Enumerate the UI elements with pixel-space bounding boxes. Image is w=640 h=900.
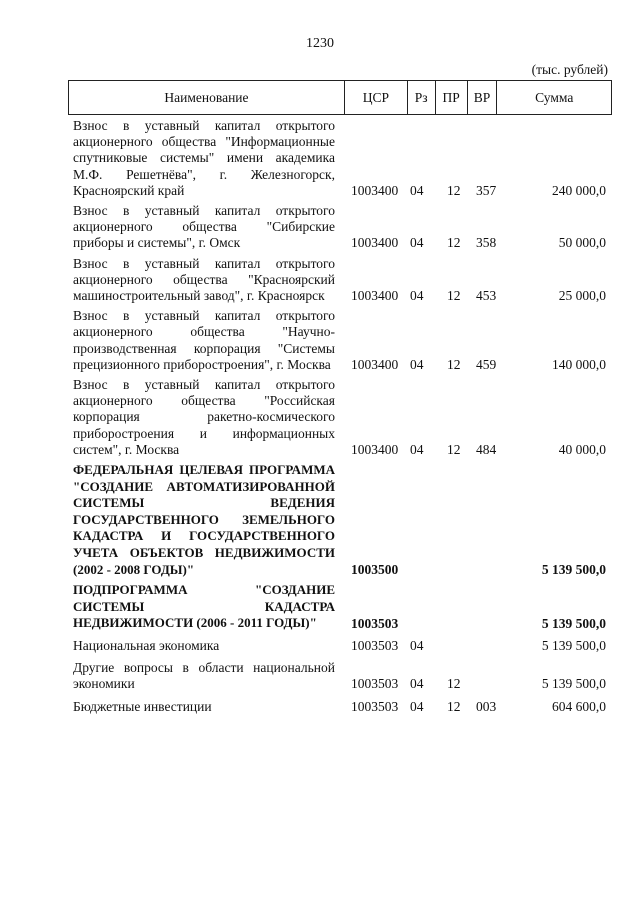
row-pr: 12	[447, 356, 461, 372]
units-label: (тыс. рублей)	[531, 62, 608, 77]
table-row-subprogram	[73, 582, 612, 632]
row-sum: 5 139 500,0	[541, 615, 606, 631]
row-csr: 1003400	[351, 441, 399, 457]
row-pr: 12	[447, 698, 461, 714]
row-vr: 484	[476, 441, 497, 457]
table-row	[73, 118, 612, 199]
header-rz: Рз	[408, 81, 436, 114]
header-name: Наименование	[69, 81, 345, 114]
table-body	[73, 118, 612, 715]
row-rz: 04	[410, 182, 424, 198]
row-pr: 12	[447, 182, 461, 198]
table-row	[73, 203, 612, 252]
header-sum: Сумма	[535, 89, 574, 105]
row-vr: 357	[476, 182, 497, 198]
row-vr: 003	[476, 698, 497, 714]
row-csr: 1003400	[351, 288, 399, 304]
row-sum: 240 000,0	[552, 182, 606, 198]
row-sum: 604 600,0	[552, 698, 606, 714]
table-row	[73, 256, 612, 305]
table-row	[73, 699, 612, 715]
table-row-program	[73, 462, 612, 578]
row-sum: 40 000,0	[558, 441, 606, 457]
row-rz: 04	[410, 235, 424, 251]
header-pr: ПР	[436, 81, 468, 114]
row-vr: 453	[476, 288, 497, 304]
header-vr: ВР	[468, 81, 498, 114]
row-csr: 1003503	[351, 638, 399, 653]
header-csr: ЦСР	[345, 81, 408, 114]
row-sum: 140 000,0	[552, 356, 606, 372]
row-sum: 5 139 500,0	[541, 638, 606, 653]
table-header	[68, 80, 612, 115]
row-name: Взнос в уставный капитал открытого акционерного общества "Сибирские приборы и системы", г. Омск	[73, 203, 335, 251]
row-name: Взнос в уставный капитал открытого акционерного общества "Информационные спутниковые системы" имени академика М.Ф. Решетнёва", г. Железногорск, Красноярский край	[73, 118, 335, 198]
row-pr: 12	[447, 288, 461, 304]
row-csr: 1003500	[351, 562, 399, 578]
row-csr: 1003400	[351, 235, 399, 251]
row-vr: 459	[476, 356, 497, 372]
row-name: ФЕДЕРАЛЬНАЯ ЦЕЛЕВАЯ ПРОГРАММА "СОЗДАНИЕ АВТОМАТИЗИРОВАННОЙ СИСТЕМЫ ВЕДЕНИЯ ГОСУДАРСТВЕННОГО ЗЕМЕЛЬНОГО КАДАСТРА И ГОСУДАРСТВЕННОГО УЧЕТА ОБЪЕКТОВ НЕДВИЖИМОСТИ (2002 - 2008 ГОДЫ)"	[73, 462, 335, 577]
row-rz: 04	[410, 288, 424, 304]
row-name: Бюджетные инвестиции	[73, 698, 212, 714]
row-sum: 5 139 500,0	[541, 562, 606, 578]
row-sum: 5 139 500,0	[541, 676, 606, 692]
row-vr: 358	[476, 235, 497, 251]
row-csr: 1003400	[351, 356, 399, 372]
row-pr: 12	[447, 441, 461, 457]
row-name: ПОДПРОГРАММА "СОЗДАНИЕ СИСТЕМЫ КАДАСТРА НЕДВИЖИМОСТИ (2006 - 2011 ГОДЫ)"	[73, 582, 335, 631]
row-name: Национальная экономика	[73, 638, 220, 653]
row-rz: 04	[410, 676, 424, 692]
row-csr: 1003503	[351, 615, 399, 631]
table-row	[73, 638, 612, 654]
row-pr: 12	[447, 235, 461, 251]
row-name: Взнос в уставный капитал открытого акционерного общества "Научно-производственная корпорация "Системы прецизионного приборостроения", г. Москва	[73, 308, 335, 372]
table-row	[73, 660, 612, 692]
row-pr: 12	[447, 676, 461, 692]
row-csr: 1003400	[351, 182, 399, 198]
row-csr: 1003503	[351, 676, 399, 692]
table-row	[73, 377, 612, 458]
row-rz: 04	[410, 441, 424, 457]
row-rz: 04	[410, 356, 424, 372]
row-name: Взнос в уставный капитал открытого акционерного общества "Российская корпорация ракетно-космического приборостроения и информационных систем", г. Москва	[73, 377, 335, 457]
table-row	[73, 308, 612, 373]
row-sum: 25 000,0	[558, 288, 606, 304]
row-sum: 50 000,0	[558, 235, 606, 251]
row-name: Взнос в уставный капитал открытого акционерного общества "Красноярский машиностроительный завод", г. Красноярск	[73, 255, 335, 304]
row-rz: 04	[410, 698, 424, 714]
row-rz: 04	[410, 638, 424, 653]
page-number: 1230	[306, 36, 334, 51]
row-name: Другие вопросы в области национальной экономики	[73, 660, 335, 692]
row-csr: 1003503	[351, 698, 399, 714]
